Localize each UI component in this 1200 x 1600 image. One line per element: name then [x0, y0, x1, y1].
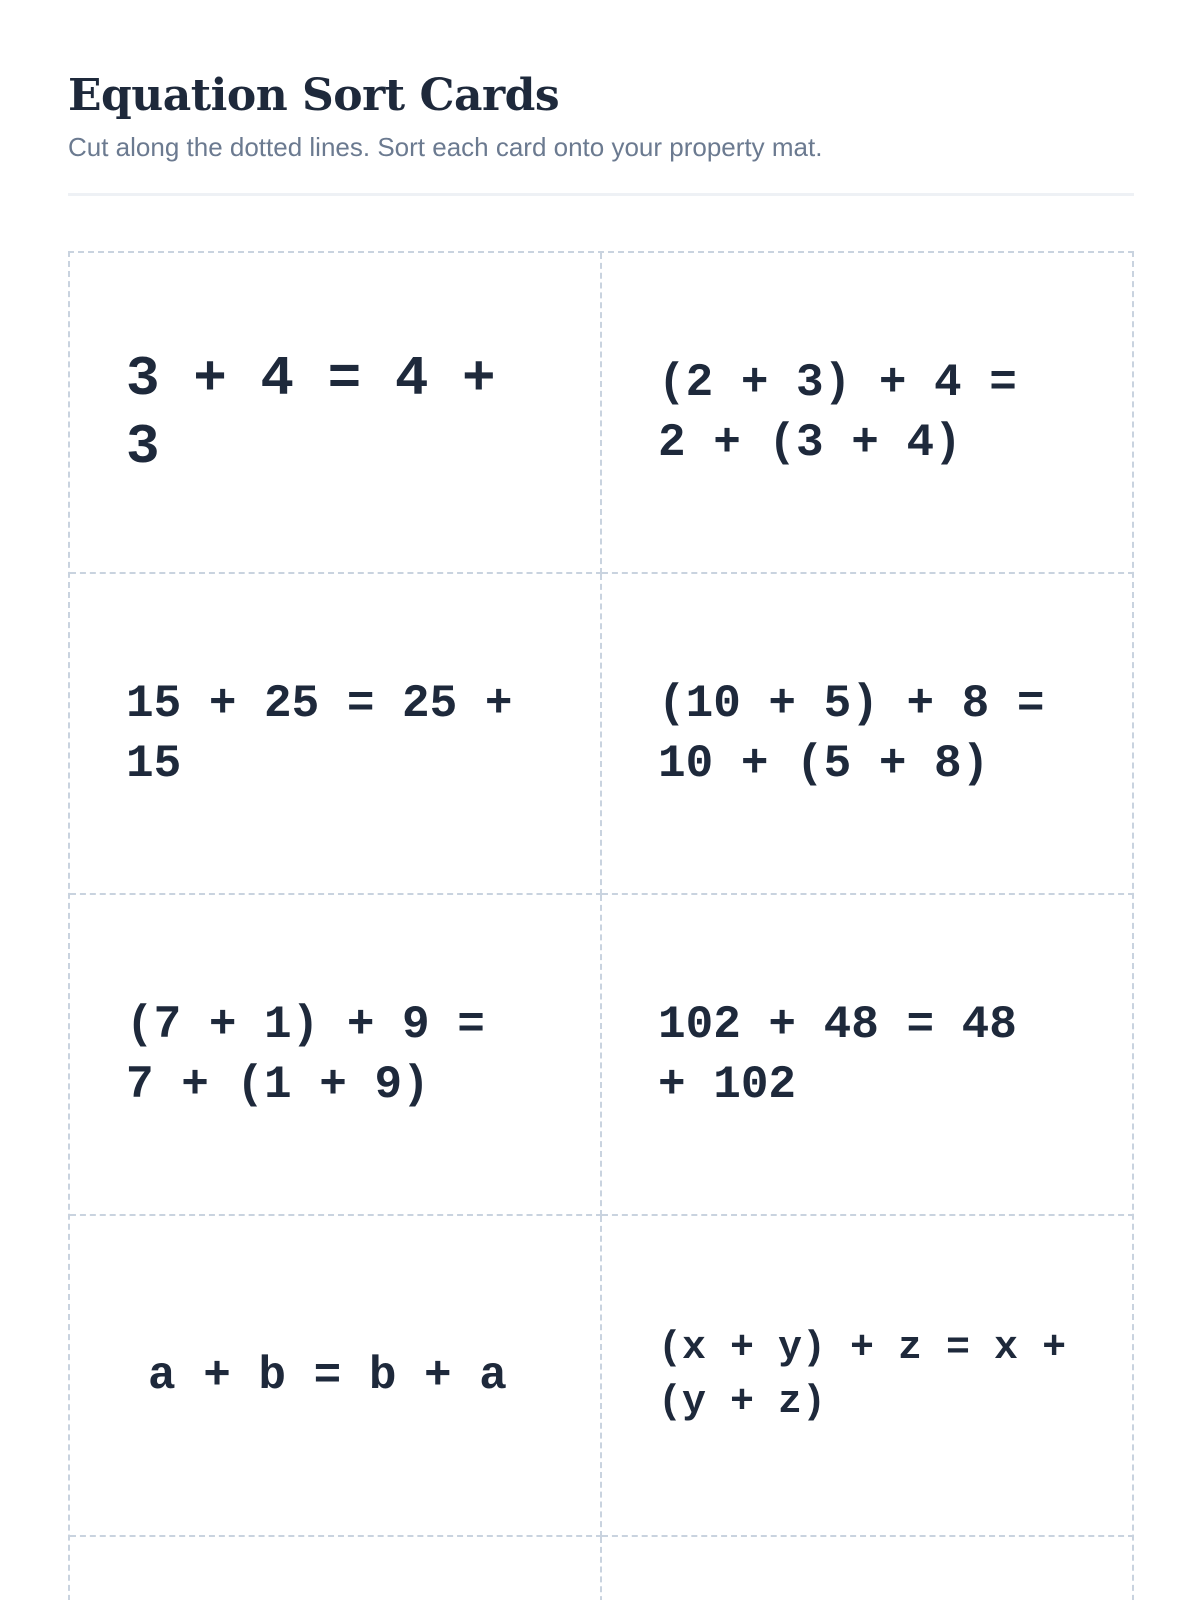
equation-card: [70, 1537, 602, 1600]
equation-card: [70, 574, 602, 895]
equation-text: a + b = b + a: [148, 1349, 507, 1402]
equation-text: (7 + 1) + 9 = 7 + (1 + 9): [126, 998, 485, 1111]
equation-text: (10 + 5) + 8 = 10 + (5 + 8): [658, 677, 1045, 790]
equation-card: [602, 574, 1134, 895]
page-title: Equation Sort Cards: [68, 70, 560, 121]
equation-card: [70, 253, 602, 574]
equation-card: [70, 895, 602, 1216]
equation-card: [602, 895, 1134, 1216]
equation-text: 15 + 25 = 25 + 15: [126, 677, 513, 790]
equation-text: (x + y) + z = x + (y + z): [658, 1325, 1067, 1425]
equation-card: [602, 1537, 1134, 1600]
equation-text: (2 + 3) + 4 = 2 + (3 + 4): [658, 356, 1017, 469]
equation-card: [602, 1216, 1134, 1537]
equation-text: 102 + 48 = 48 + 102: [658, 998, 1017, 1111]
equation-card: [602, 253, 1134, 574]
equation-text: 3 + 4 = 4 + 3: [126, 346, 496, 479]
equation-card: [70, 1216, 602, 1537]
card-grid: [68, 251, 1134, 1600]
page-instructions: Cut along the dotted lines. Sort each card onto your property mat.: [68, 132, 823, 162]
header-divider: [68, 193, 1134, 196]
